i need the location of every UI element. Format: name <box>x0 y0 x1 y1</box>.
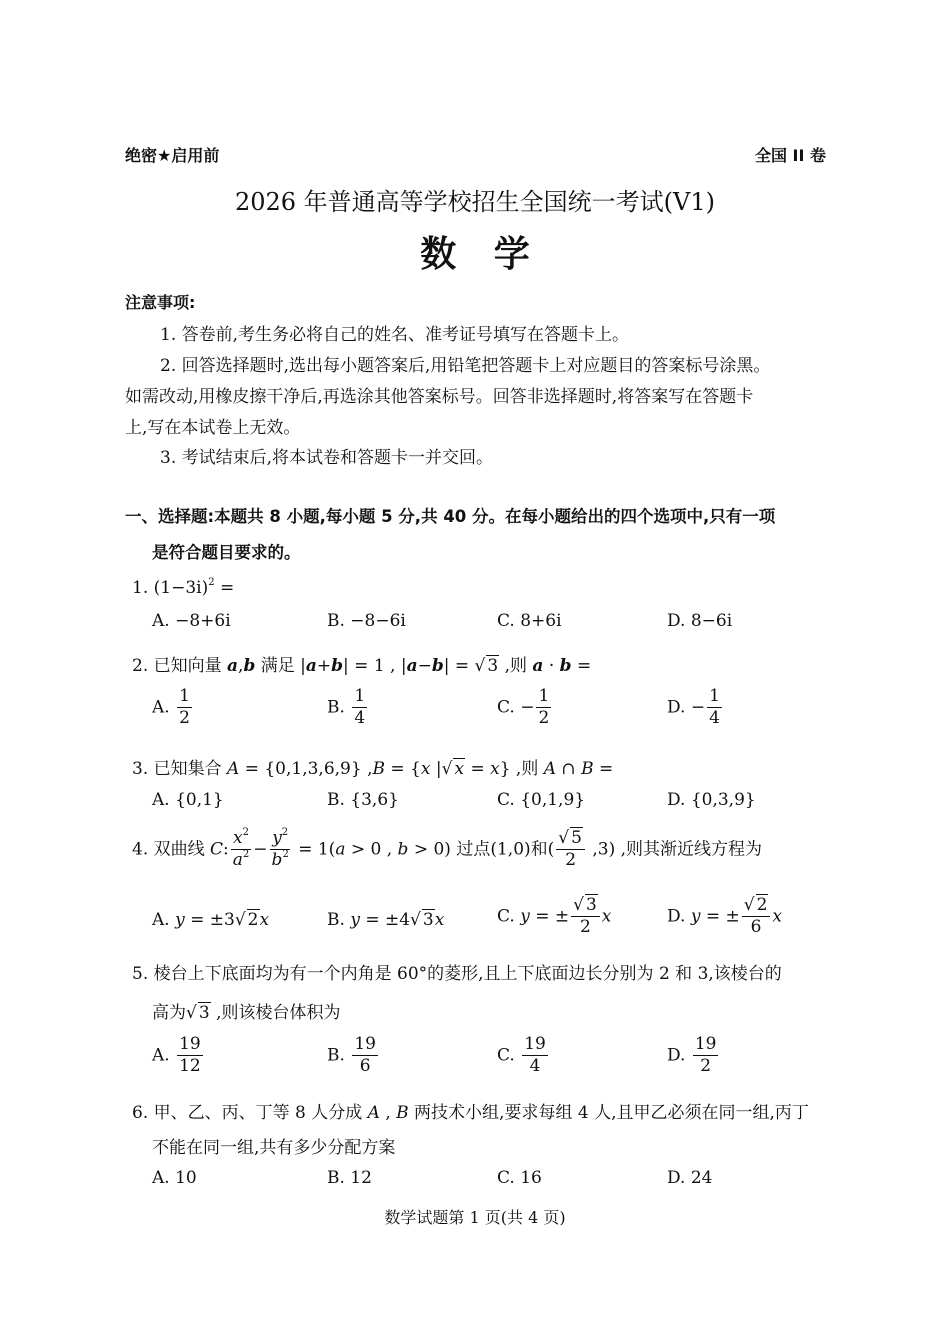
q6-option-a: A. 10 <box>152 1168 197 1188</box>
q4-option-d: D. y = ± $\frac{√ 2}{6}$ x <box>667 895 783 937</box>
q1-option-b: B. −8−6i <box>327 611 406 631</box>
notice-item-1: 1. 答卷前,考生务必将自己的姓名、准考证号填写在答题卡上。 <box>160 325 630 345</box>
q3-option-a: A. {0,1} <box>152 790 224 810</box>
q1-option-d: D. 8−6i <box>667 611 733 631</box>
q3-option-d: D. {0,3,9} <box>667 790 756 810</box>
paper-type-label: 全国 II 卷 <box>754 146 826 165</box>
notice-item-2-line-3: 上,写在本试卷上无效。 <box>125 418 301 438</box>
q5-option-c: C. $\frac{19}{4}$ <box>497 1034 546 1076</box>
question-4-stem: 4. 双曲线 C: $\frac{x^2}{a^2}$ − $\frac{y^2}{b^2}$ = 1(a > 0 , b > 0) 过点(1,0)和( $\frac{√ 5}{2}$ ,3) ,则其渐近线方程为 <box>132 827 763 870</box>
q3-option-c: C. {0,1,9} <box>497 790 586 810</box>
page-footer: 数学试题第 1 页(共 4 页) <box>384 1208 566 1227</box>
q5-option-a: A. $\frac{19}{12}$ <box>152 1034 201 1076</box>
q6-option-b: B. 12 <box>327 1168 372 1188</box>
question-6-line-2: 不能在同一组,共有多少分配方案 <box>152 1138 396 1158</box>
q4-option-a: A. y = ±3√ 2x <box>152 910 270 930</box>
exam-title: 2026 年普通高等学校招生全国统一考试(V1) <box>234 188 716 216</box>
q5-option-d: D. $\frac{19}{2}$ <box>667 1034 717 1076</box>
subject-title: 数 学 <box>420 234 530 275</box>
notice-item-3: 3. 考试结束后,将本试卷和答题卡一并交回。 <box>160 448 494 468</box>
notice-heading: 注意事项: <box>125 293 196 312</box>
question-3-stem: 3. 已知集合 A = {0,1,3,6,9} ,B = {x |√ x = x} ,则 A ∩ B = <box>132 759 614 779</box>
q2-option-b: B. $\frac{1}{4}$ <box>327 686 366 728</box>
question-6-line-1: 6. 甲、乙、丙、丁等 8 人分成 A , B 两技术小组,要求每组 4 人,且甲乙必须在同一组,丙丁 <box>132 1103 809 1123</box>
q4-option-c: C. y = ± $\frac{√ 3}{2}$ x <box>497 895 612 937</box>
section-heading-line-1: 一、选择题:本题共 8 小题,每小题 5 分,共 40 分。在每小题给出的四个选项中,只有一项 <box>125 507 776 526</box>
question-2-stem: 2. 已知向量 a,b 满足 |a+b| = 1 , |a−b| = √ 3 ,则 a · b = <box>132 656 592 676</box>
q2-option-a: A. $\frac{1}{2}$ <box>152 686 190 728</box>
q2-option-d: D. − $\frac{1}{4}$ <box>667 686 720 728</box>
question-5-line-1: 5. 棱台上下底面均为有一个内角是 60°的菱形,且上下底面边长分别为 2 和 3,该棱台的 <box>132 964 782 984</box>
notice-item-2-line-2: 如需改动,用橡皮擦干净后,再选涂其他答案标号。回答非选择题时,将答案写在答题卡 <box>125 387 754 407</box>
q3-option-b: B. {3,6} <box>327 790 399 810</box>
notice-item-2-line-1: 2. 回答选择题时,选出每小题答案后,用铅笔把答题卡上对应题目的答案标号涂黑。 <box>160 356 771 376</box>
q1-option-a: A. −8+6i <box>152 611 231 631</box>
section-heading-line-2: 是符合题目要求的。 <box>152 543 301 562</box>
question-1-stem: 1. $(1-3i)^2$ = <box>132 577 235 598</box>
q6-option-c: C. 16 <box>497 1168 542 1188</box>
q2-option-c: C. − $\frac{1}{2}$ <box>497 686 550 728</box>
q4-option-b: B. y = ±4√ 3x <box>327 910 445 930</box>
q5-option-b: B. $\frac{19}{6}$ <box>327 1034 376 1076</box>
confidential-label: 绝密★启用前 <box>125 146 220 165</box>
q6-option-d: D. 24 <box>667 1168 713 1188</box>
q1-option-c: C. 8+6i <box>497 611 562 631</box>
question-5-line-2: 高为√ 3 ,则该棱台体积为 <box>152 1003 341 1023</box>
